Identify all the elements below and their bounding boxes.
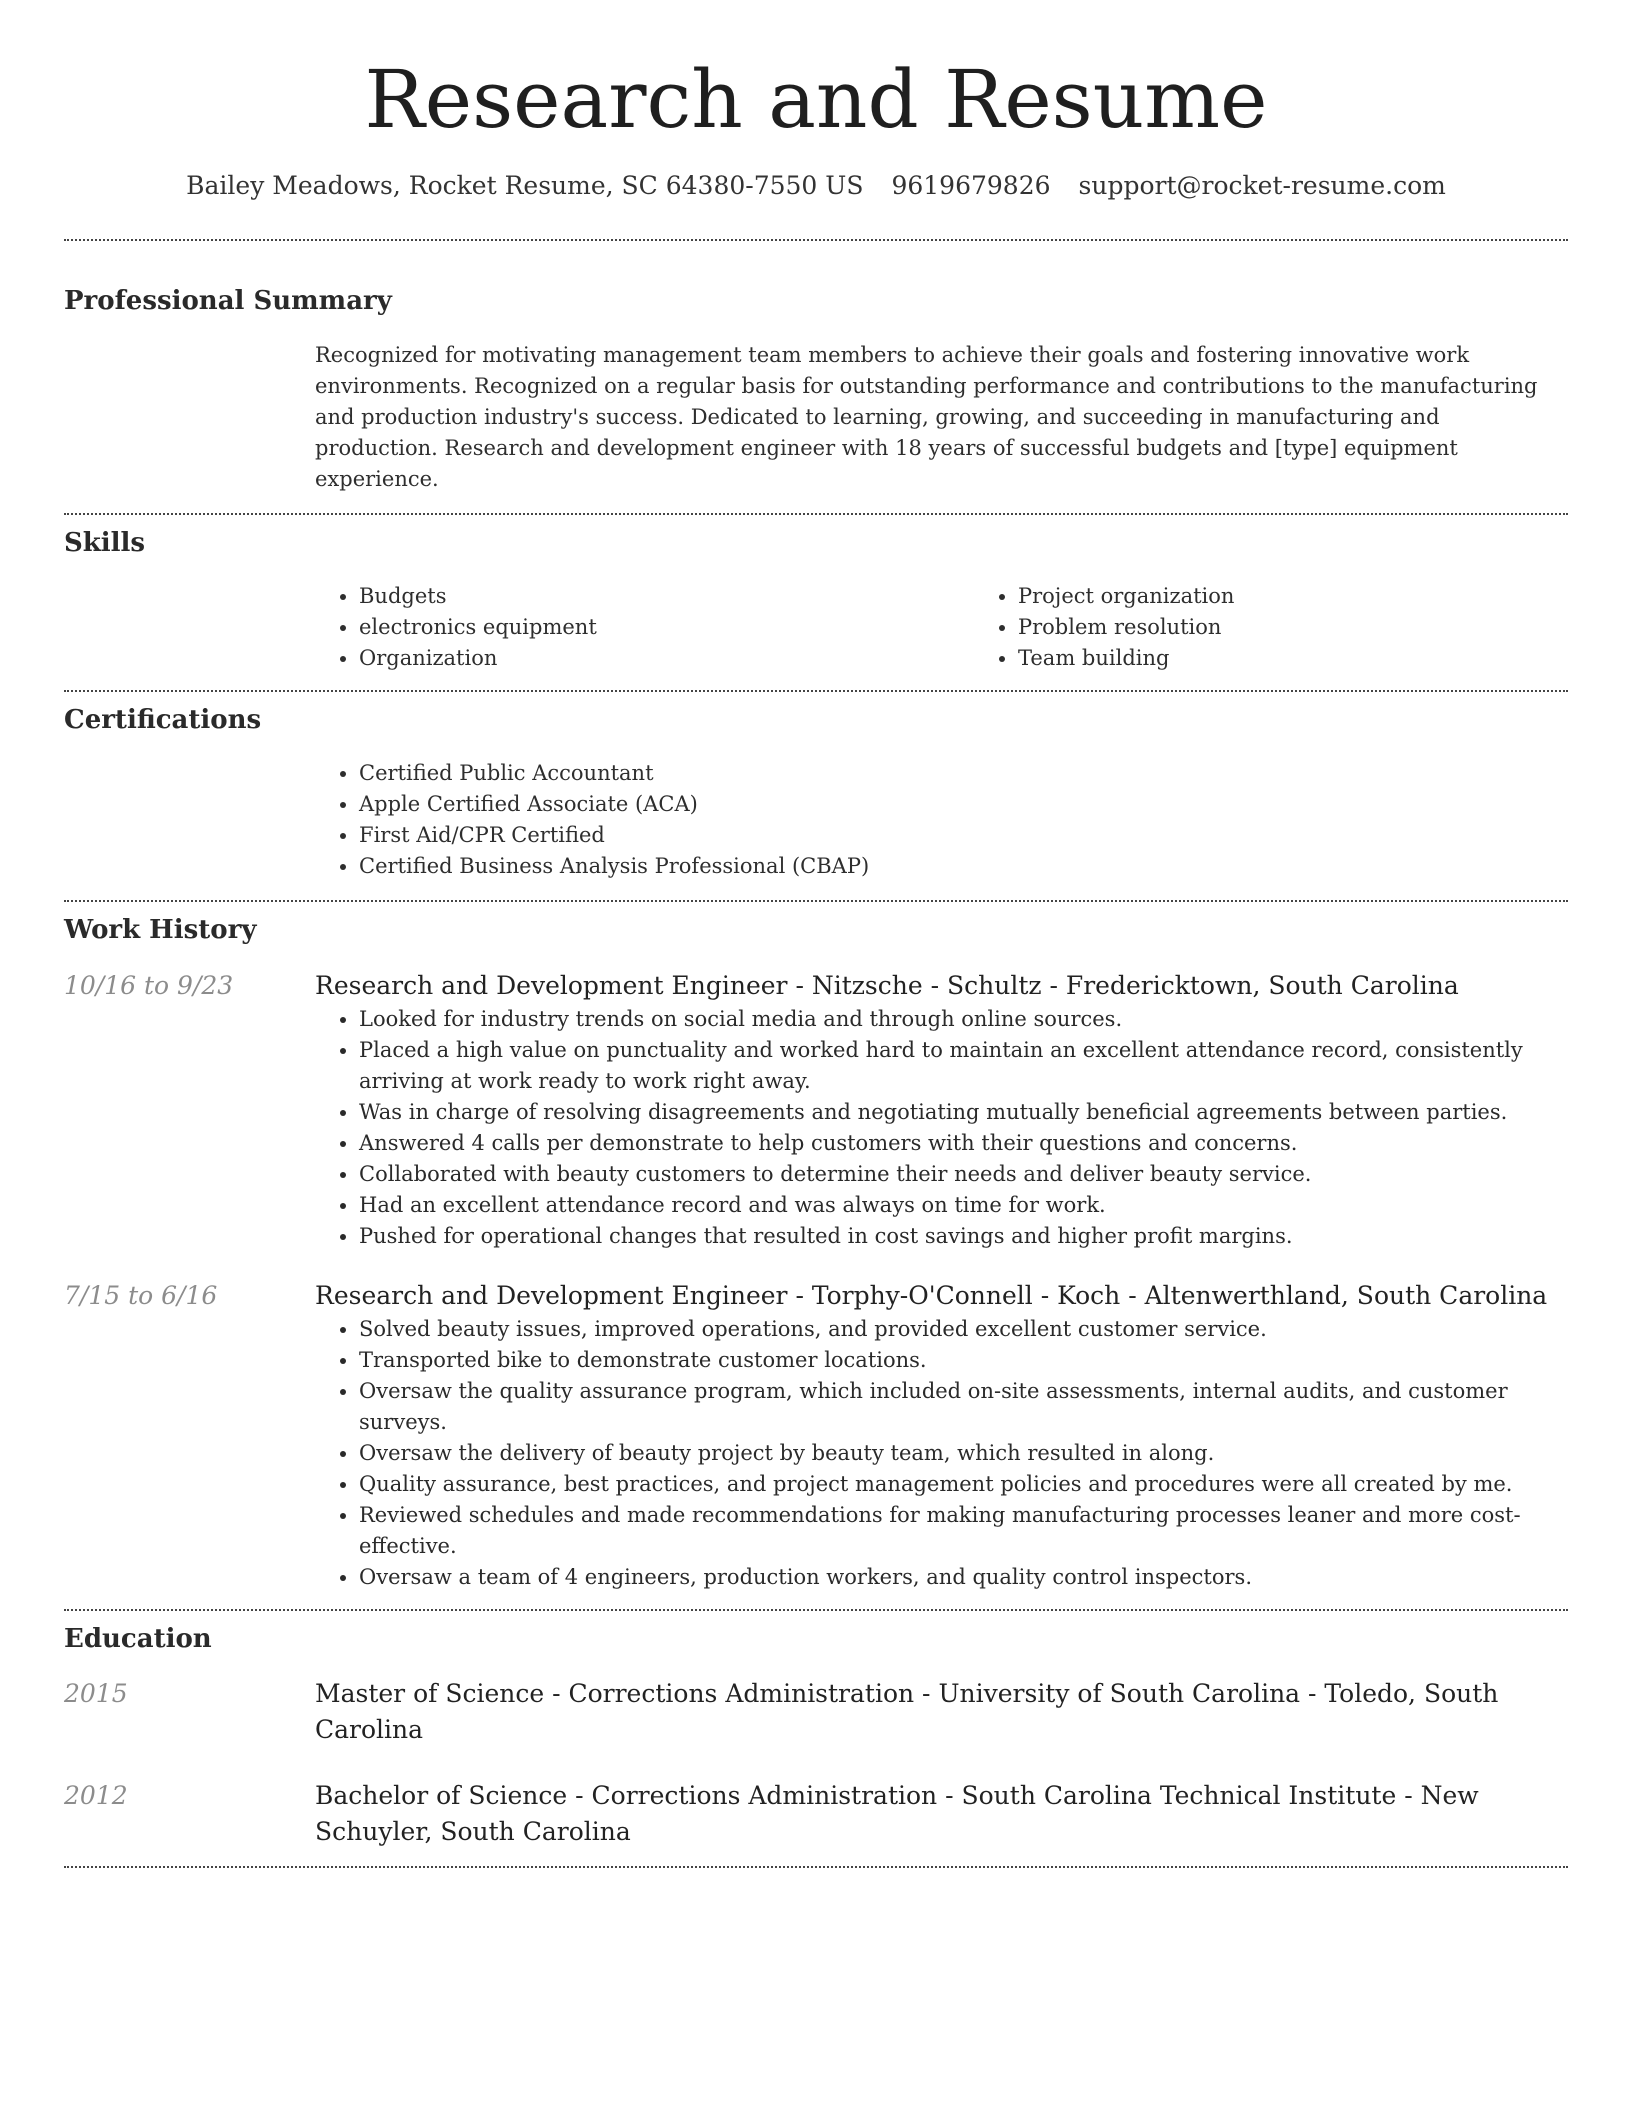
education-entry — [64, 1778, 1568, 1850]
job-bullet: • Was in charge of resolving disagreements and negotiating mutually beneficial agreements between parties. — [359, 1097, 1568, 1128]
job-bullets — [315, 1314, 1568, 1593]
job-body — [315, 1278, 1568, 1593]
job-role: Research and Development Engineer — [315, 1280, 788, 1310]
job-role: Research and Development Engineer — [315, 970, 788, 1000]
contact-address: Bailey Meadows, Rocket Resume, SC 64380-7550 US — [186, 171, 864, 200]
job-bullet: • Had an excellent attendance record and was always on time for work. — [359, 1190, 1568, 1221]
job-title — [315, 968, 1568, 1004]
work-section — [64, 914, 1568, 1593]
skill-item: • Project organization — [1018, 581, 1632, 612]
summary-text: Recognized for motivating management team members to achieve their goals and fostering innovative work environments. Recognized on a regular basis for outstanding performance and contributions to the manufacturing and production industry's success. Dedicated to learning, growing, and succeeding in manufacturing and production. Research and development engineer with 18 years of successful budgets and [type] equipment experience. — [315, 343, 1538, 492]
contact-line — [64, 170, 1568, 203]
certifications-content — [315, 758, 1568, 882]
skill-item: • electronics equipment — [359, 612, 974, 643]
job-entry — [64, 968, 1568, 1252]
education-title — [315, 1778, 1568, 1850]
summary-content — [315, 340, 1568, 495]
education-heading: Education — [64, 1623, 212, 1654]
skills-grid — [315, 581, 1568, 674]
certification-item: • Apple Certified Associate (ACA) — [359, 789, 1568, 820]
skills-heading: Skills — [64, 528, 146, 559]
job-body — [315, 968, 1568, 1252]
job-bullet: • Looked for industry trends on social media and through online sources. — [359, 1004, 1568, 1035]
summary-heading: Professional Summary — [64, 285, 392, 316]
job-bullet: • Reviewed schedules and made recommendations for making manufacturing processes leaner and more cost-effective. — [359, 1500, 1568, 1562]
skills-section — [64, 527, 1568, 674]
education-degree: Master of Science - Corrections Administration — [315, 1679, 915, 1709]
education-body — [315, 1778, 1568, 1850]
education-body — [315, 1676, 1568, 1748]
education-title — [315, 1676, 1568, 1748]
contact-email: support@rocket-resume.com — [1078, 171, 1446, 200]
divider — [64, 239, 1568, 241]
certification-item: • Certified Business Analysis Professional (CBAP) — [359, 851, 1568, 882]
education-details: - University of South Carolina - Toledo, South Carolina — [315, 1679, 1499, 1745]
certifications-section — [64, 704, 1568, 882]
skill-item: • Problem resolution — [1018, 612, 1632, 643]
skill-item: • Team building — [1018, 643, 1632, 674]
education-degree: Bachelor of Science - Corrections Administration — [315, 1781, 938, 1811]
certifications-list — [315, 758, 1568, 882]
job-bullet: • Collaborated with beauty customers to determine their needs and deliver beauty service. — [359, 1159, 1568, 1190]
education-details: - South Carolina Technical Institute - New Schuyler, South Carolina — [315, 1781, 1479, 1847]
skill-item: • Budgets — [359, 581, 974, 612]
job-bullet: • Pushed for operational changes that resulted in cost savings and higher profit margins. — [359, 1221, 1568, 1252]
summary-section — [64, 285, 1568, 496]
education-year: 2015 — [64, 1679, 128, 1709]
education-year: 2012 — [64, 1781, 128, 1811]
divider — [64, 1609, 1568, 1611]
divider — [64, 1866, 1568, 1868]
job-dates: 7/15 to 6/16 — [64, 1280, 218, 1310]
divider — [64, 690, 1568, 692]
job-bullet: • Answered 4 calls per demonstrate to help customers with their questions and concerns. — [359, 1128, 1568, 1159]
job-bullet: • Solved beauty issues, improved operations, and provided excellent customer service. — [359, 1314, 1568, 1345]
job-entry — [64, 1278, 1568, 1593]
job-bullets — [315, 1004, 1568, 1252]
skill-item: • Organization — [359, 643, 974, 674]
resume-title: Research and Resume — [364, 53, 1268, 146]
skills-list-left — [315, 581, 974, 674]
certifications-heading: Certifications — [64, 705, 262, 736]
job-bullet: • Oversaw a team of 4 engineers, production workers, and quality control inspectors. — [359, 1562, 1568, 1593]
job-details: - Torphy-O'Connell - Koch - Altenwerthland, South Carolina — [787, 1280, 1548, 1310]
job-dates: 10/16 to 9/23 — [64, 970, 234, 1000]
certification-item: • First Aid/CPR Certified — [359, 820, 1568, 851]
skills-list-right — [974, 581, 1632, 674]
job-title — [315, 1278, 1568, 1314]
education-section — [64, 1623, 1568, 1851]
divider — [64, 900, 1568, 902]
job-bullet: • Transported bike to demonstrate customer locations. — [359, 1345, 1568, 1376]
job-bullet: • Placed a high value on punctuality and worked hard to maintain an excellent attendance record, consistently arriving at work ready to work right away. — [359, 1035, 1568, 1097]
contact-phone: 9619679826 — [891, 171, 1051, 200]
job-bullet: • Oversaw the delivery of beauty project by beauty team, which resulted in along. — [359, 1438, 1568, 1469]
certification-item: • Certified Public Accountant — [359, 758, 1568, 789]
job-bullet: • Oversaw the quality assurance program, which included on-site assessments, internal audits, and customer surveys. — [359, 1376, 1568, 1438]
job-bullet: • Quality assurance, best practices, and project management policies and procedures were all created by me. — [359, 1469, 1568, 1500]
work-heading: Work History — [64, 914, 257, 945]
education-entry — [64, 1676, 1568, 1748]
divider — [64, 513, 1568, 515]
job-details: - Nitzsche - Schultz - Fredericktown, South Carolina — [787, 970, 1459, 1000]
